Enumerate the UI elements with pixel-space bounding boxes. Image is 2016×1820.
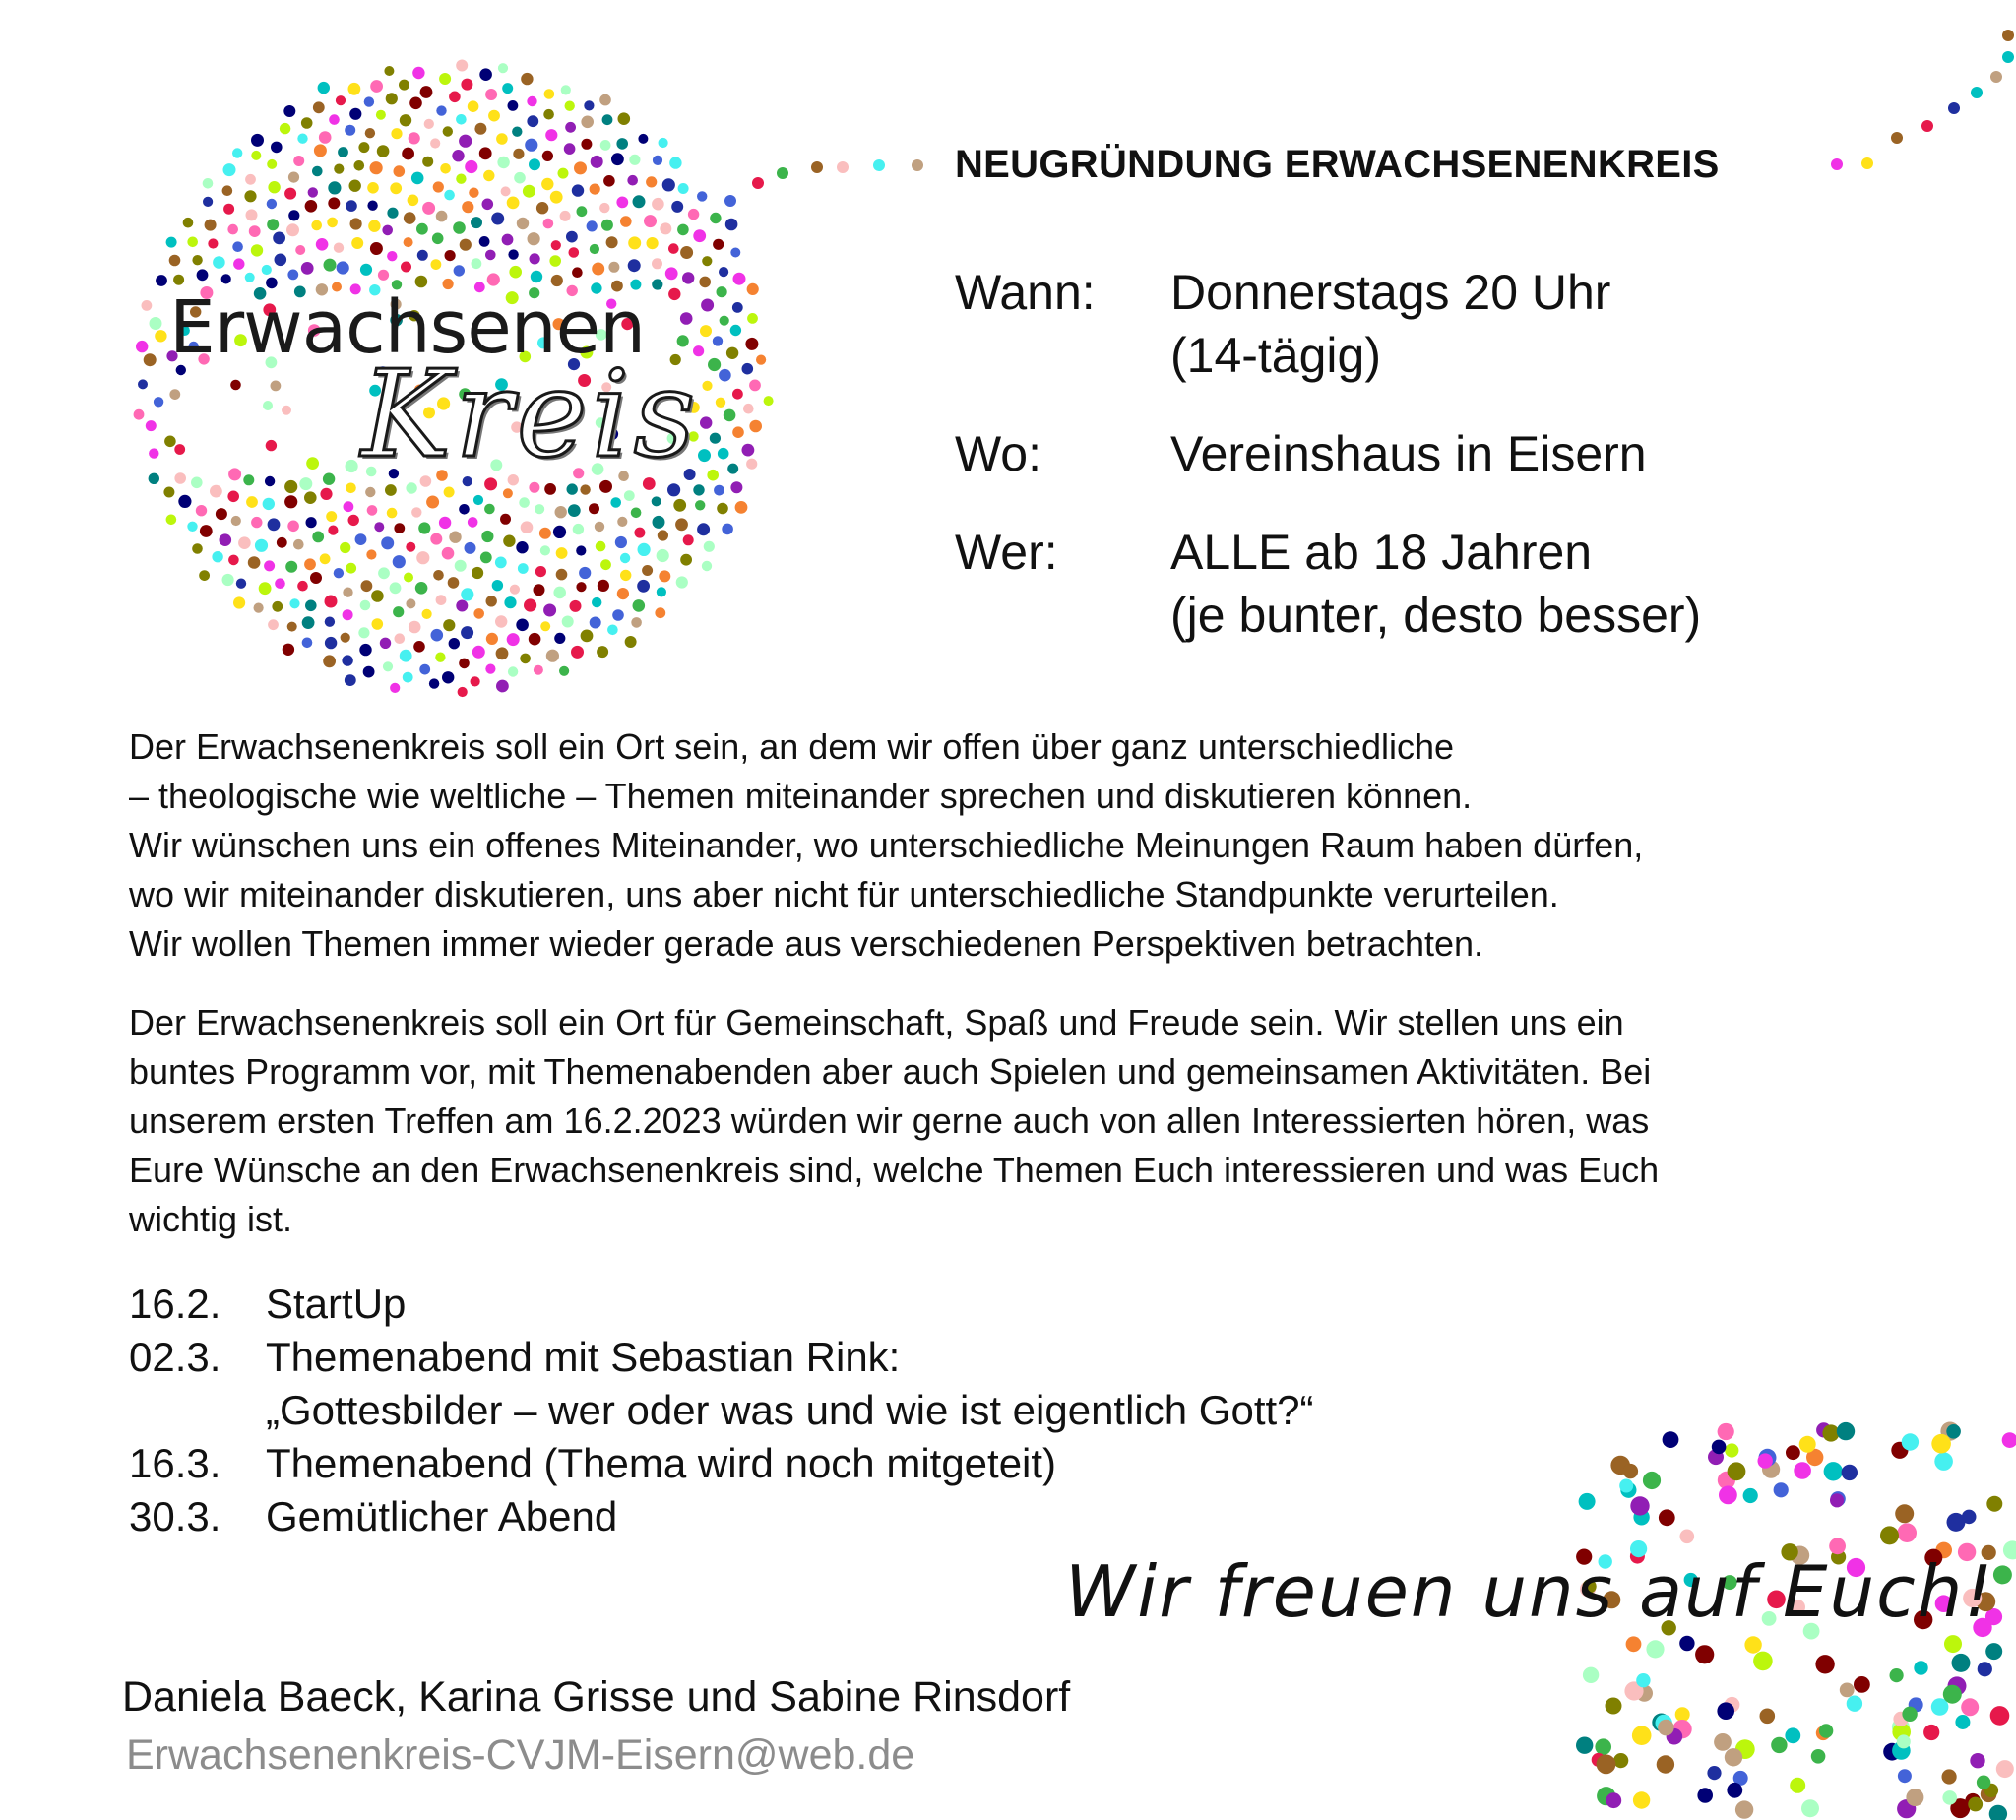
confetti-dot: [1790, 1778, 1805, 1793]
confetti-dot: [1847, 1696, 1862, 1712]
confetti-dot: [2003, 1540, 2016, 1559]
paragraph-community: [129, 998, 1960, 1244]
confetti-dot: [1606, 1792, 1621, 1808]
schedule-date: 30.3.: [129, 1493, 221, 1539]
confetti-dot: [1955, 1715, 1970, 1729]
confetti-dot: [1606, 1698, 1622, 1715]
when-line1: Donnerstags 20 Uhr: [1170, 265, 1611, 320]
confetti-dot: [1897, 1734, 1911, 1748]
confetti-dot: [1680, 1530, 1695, 1544]
where-label: Wo:: [955, 426, 1041, 481]
confetti-dot: [1659, 1509, 1675, 1526]
confetti-dot: [1819, 1724, 1833, 1737]
confetti-dot: [1774, 1482, 1789, 1497]
confetti-dot: [1658, 1720, 1674, 1736]
paragraph-line: unserem ersten Treffen am 16.2.2023 würden wir gerne auch von allen Interessierten hören, was: [129, 1100, 1650, 1141]
confetti-dot: [1714, 1733, 1732, 1751]
schedule-list: [129, 1278, 1314, 1543]
confetti-dot: [1897, 1523, 1917, 1542]
paragraph-line: Der Erwachsenenkreis soll ein Ort für Gemeinschaft, Spaß und Freude sein. Wir stellen uns ein: [129, 1002, 1624, 1042]
confetti-dot: [1942, 1769, 1957, 1784]
logo: [169, 285, 721, 482]
info-where: [955, 422, 1701, 485]
confetti-dot: [1977, 1776, 1990, 1789]
confetti-dot: [1583, 1667, 1599, 1683]
paragraph-intro: [129, 722, 1960, 969]
confetti-dot: [1970, 1753, 1984, 1768]
confetti-dot: [1989, 1805, 2007, 1820]
paragraph-line: Der Erwachsenenkreis soll ein Ort sein, an dem wir offen über ganz unterschiedliche: [129, 726, 1455, 767]
confetti-dot: [1753, 1652, 1773, 1671]
confetti-dot: [1942, 1790, 1957, 1805]
schedule-date: 16.3.: [129, 1440, 221, 1486]
confetti-dot: [1632, 1726, 1652, 1745]
confetti-dot: [1786, 1445, 1800, 1460]
confetti-dot: [1785, 1727, 1800, 1743]
confetti-dot: [1643, 1472, 1661, 1489]
confetti-dot: [1712, 1440, 1727, 1455]
confetti-dot: [2002, 1432, 2016, 1448]
confetti-dot: [1931, 1434, 1951, 1454]
logo-word-kreis: Kreis: [361, 345, 700, 484]
confetti-dot: [1830, 1493, 1844, 1507]
schedule-text: Themenabend (Thema wird noch mitgeteit): [266, 1440, 1057, 1486]
confetti-dot: [1854, 1676, 1870, 1693]
confetti-dot: [1623, 1464, 1638, 1478]
confetti-dot: [1968, 1797, 1983, 1812]
schedule-text: „Gottesbilder – wer oder was und wie ist eigentlich Gott?“: [266, 1387, 1314, 1433]
confetti-dot: [1946, 1424, 1961, 1439]
confetti-dot: [1978, 1662, 1992, 1676]
schedule-date: 16.2.: [129, 1281, 221, 1327]
confetti-dot: [1744, 1636, 1761, 1653]
schedule-item: [129, 1384, 1314, 1437]
confetti-dot: [1824, 1462, 1843, 1480]
confetti-dot: [1630, 1496, 1649, 1515]
confetti-dot: [1985, 1643, 2002, 1660]
confetti-dot: [1840, 1683, 1855, 1698]
contact-email[interactable]: Erwachsenenkreis-CVJM-Eisern@web.de: [126, 1731, 915, 1779]
confetti-dot: [1725, 1748, 1742, 1766]
confetti-dot: [1952, 1654, 1971, 1672]
schedule-item: [129, 1490, 1314, 1543]
confetti-dot: [1725, 1443, 1738, 1457]
confetti-dot: [1902, 1707, 1917, 1722]
confetti-dot: [1815, 1655, 1834, 1673]
confetti-dot: [1811, 1749, 1826, 1764]
paragraph-line: Wir wünschen uns ein offenes Miteinander, wo unterschiedliche Meinungen Raum haben dürfen,: [129, 825, 1644, 865]
confetti-dot: [1707, 1766, 1721, 1780]
confetti-dot: [1657, 1755, 1674, 1773]
paragraph-line: wo wir miteinander diskutieren, uns aber nicht für unterschiedliche Standpunkte verurteilen.: [129, 874, 1559, 914]
authors: Daniela Baeck, Karina Grisse und Sabine Rinsdorf: [122, 1673, 1071, 1721]
confetti-dot: [1626, 1636, 1642, 1652]
confetti-dot: [1990, 1706, 2010, 1726]
confetti-dot: [1944, 1635, 1962, 1653]
confetti-dot: [1947, 1513, 1966, 1532]
confetti-dot: [1799, 1436, 1816, 1453]
schedule-text: Gemütlicher Abend: [266, 1493, 618, 1539]
who-line2: (je bunter, desto besser): [1170, 588, 1702, 643]
confetti-dot: [1579, 1493, 1596, 1510]
slogan: Wir freuen uns auf Euch!: [1065, 1550, 1995, 1633]
confetti-dot: [1986, 1496, 2002, 1512]
schedule-date: 02.3.: [129, 1334, 221, 1380]
confetti-dot: [1695, 1645, 1714, 1663]
info-who: [955, 521, 1701, 647]
confetti-dot: [1914, 1661, 1927, 1674]
confetti-dot: [1663, 1431, 1679, 1448]
schedule-item: [129, 1331, 1314, 1384]
confetti-dot: [1890, 1668, 1904, 1682]
confetti-dot: [1961, 1698, 1979, 1716]
confetti-dot: [1717, 1702, 1734, 1720]
confetti-dot: [1619, 1479, 1633, 1493]
confetti-dot: [1697, 1788, 1713, 1803]
where-value: Vereinshaus in Eisern: [1170, 426, 1647, 481]
paragraph-line: Wir wollen Themen immer wieder gerade aus verschiedenen Perspektiven betrachten.: [129, 923, 1484, 964]
confetti-dot: [1801, 1799, 1819, 1817]
confetti-dot: [1595, 1738, 1611, 1755]
confetti-dot: [1597, 1754, 1616, 1774]
confetti-dot: [1613, 1753, 1628, 1768]
confetti-dot: [1934, 1452, 1953, 1471]
confetti-dot: [1906, 1789, 1923, 1806]
confetti-dot: [1576, 1737, 1593, 1754]
confetti-dot: [1728, 1462, 1746, 1480]
confetti-dot: [1679, 1636, 1694, 1651]
confetti-dot: [1718, 1423, 1734, 1440]
confetti-dot: [1646, 1640, 1664, 1658]
logo-word-erwachsenen: Erwachsenen: [169, 285, 646, 370]
confetti-dot: [1675, 1707, 1690, 1722]
confetti-dot: [1794, 1462, 1811, 1479]
confetti-dot: [1923, 1725, 1939, 1740]
confetti-dot: [1758, 1453, 1773, 1468]
who-label: Wer:: [955, 525, 1058, 580]
confetti-dot: [1735, 1800, 1753, 1818]
confetti-dot: [1719, 1486, 1737, 1505]
confetti-dot: [1996, 1760, 2014, 1778]
confetti-dot: [1633, 1791, 1650, 1808]
confetti-dot: [1880, 1526, 1899, 1544]
event-info: [955, 261, 1701, 682]
paragraph-line: buntes Programm vor, mit Themenabenden aber auch Spielen und gemeinsamen Aktivitäten. Bei: [129, 1051, 1652, 1092]
confetti-dot: [1842, 1465, 1858, 1480]
when-line2: (14-tägig): [1170, 328, 1381, 383]
confetti-dot: [1943, 1685, 1962, 1704]
who-line1: ALLE ab 18 Jahren: [1170, 525, 1593, 580]
paragraph-line: wichtig ist.: [129, 1199, 293, 1239]
confetti-dot: [1898, 1769, 1912, 1783]
when-label: Wann:: [955, 265, 1096, 320]
confetti-dot: [1837, 1422, 1855, 1440]
schedule-text: StartUp: [266, 1281, 407, 1327]
confetti-dot: [1993, 1565, 2012, 1584]
confetti-dot: [1727, 1783, 1742, 1798]
confetti-dot: [1771, 1737, 1787, 1753]
paragraph-line: – theologische wie weltliche – Themen miteinander sprechen und diskutieren können.: [129, 776, 1473, 816]
info-when: [955, 261, 1701, 387]
confetti-dot: [1636, 1673, 1650, 1687]
confetti-dot: [1895, 1504, 1914, 1523]
schedule-item: [129, 1437, 1314, 1490]
headline: NEUGRÜNDUNG ERWACHSENENKREIS: [955, 143, 1720, 186]
schedule-item: [129, 1278, 1314, 1331]
schedule-text: Themenabend mit Sebastian Rink:: [266, 1334, 901, 1380]
confetti-dot: [1760, 1709, 1776, 1725]
confetti-dot: [1902, 1433, 1919, 1450]
paragraph-line: Eure Wünsche an den Erwachsenenkreis sind, welche Themen Euch interessieren und was Euch: [129, 1150, 1660, 1190]
confetti-dot: [1743, 1488, 1758, 1503]
